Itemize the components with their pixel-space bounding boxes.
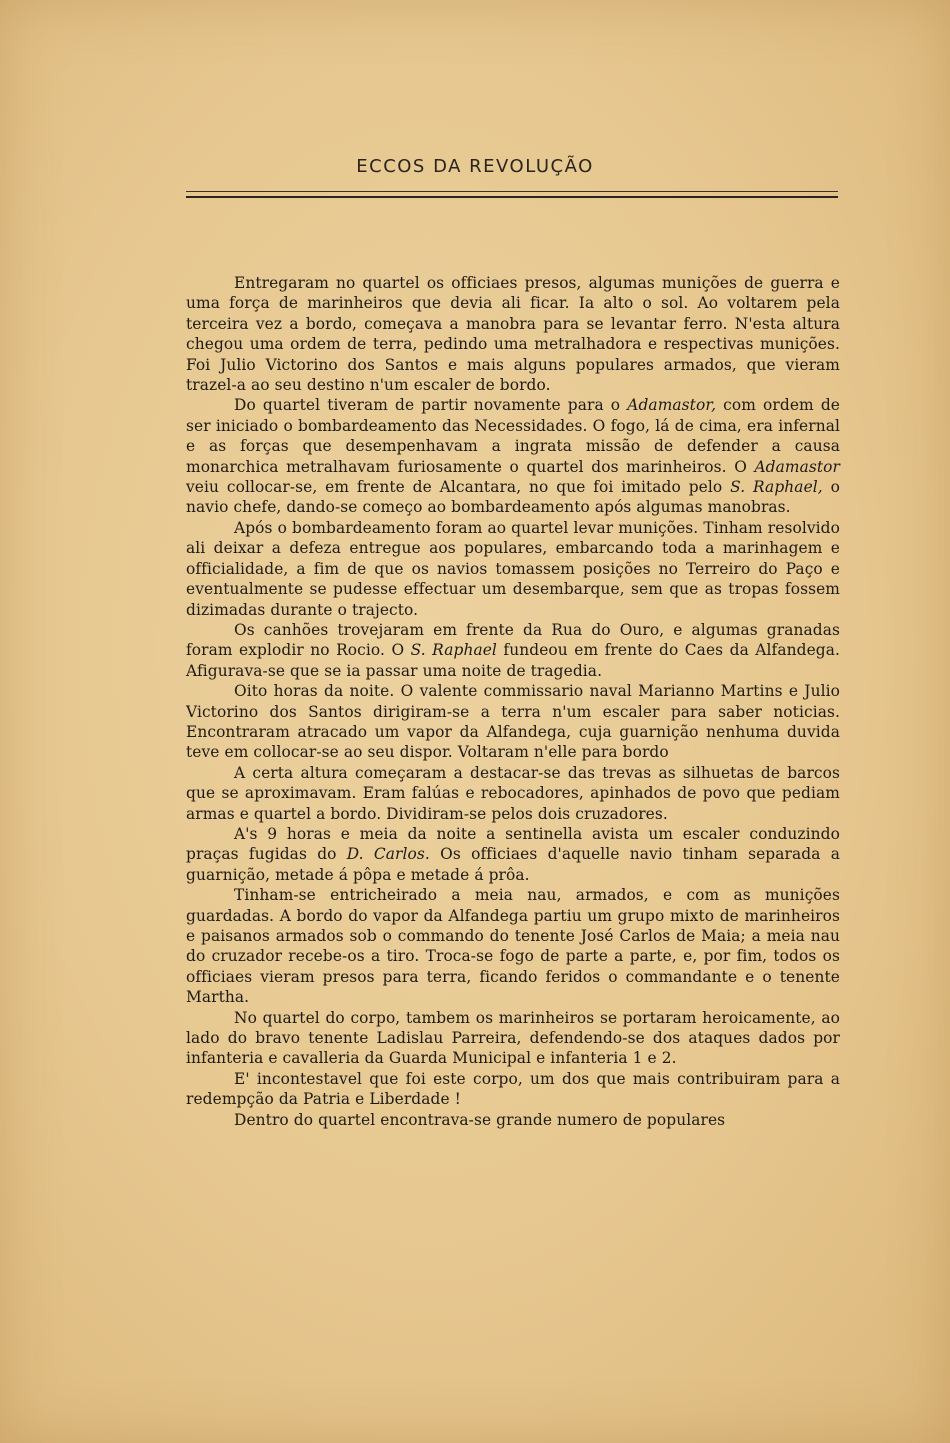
paragraph-6: A certa altura começaram a destacar-se das trevas as silhuetas de barcos que se aproximavam. Eram falúas e rebocadores, apinhados de povo que pediam armas e quartel a bordo. Dividiram-se pelos dois cruzadores. <box>186 763 840 823</box>
p7-text-b: Os officiaes d'aquelle navio tinham separada a guarnição, metade á pôpa e metade á prôa. <box>186 845 840 884</box>
running-title: ECCOS DA REVOLUÇÃO <box>356 156 594 177</box>
paragraph-5: Oito horas da noite. O valente commissario naval Marianno Martins e Julio Victorino dos Santos dirigiram-se a terra n'um escaler para saber noticias. Encontraram atracado um vapor da Alfandega, cuja guarnição nenhuma duvida teve em collocar-se ao seu dispor. Voltaram n'elle para bordo <box>186 682 840 762</box>
p2-text-b: com ordem de ser iniciado o bombardeamento das Necessidades. O fogo, lá de cima, era infernal e as forças que desempenhavam a ingrata missão de defender a causa monarchica metralhavam furiosamente o quartel dos marinheiros. O <box>186 396 840 476</box>
paragraph-8: Tinham-se entricheirado a meia nau, armados, e com as munições guardadas. A bordo do vapor da Alfandega partiu um grupo mixto de marinheiros e paisanos armados sob o commando do tenente José Carlos de Maia; a meia nau do cruzador recebe-os a tiro. Troca-se fogo de parte a parte, e, por fim, todos os officiaes vieram presos para terra, ficando feridos o commandante e o tenente Martha. <box>186 886 840 1007</box>
p7-text-a: A's 9 horas e meia da noite a sentinella avista um escaler conduzindo praças fugidas do <box>186 824 840 864</box>
p2-text-a: Do quartel tiveram de partir novamente para o <box>234 396 628 415</box>
paragraph-1: Entregaram no quartel os officiaes presos, algumas munições de guerra e uma força de marinheiros que devia ali ficar. Ia alto o sol. Ao voltarem pela terceira vez a bordo, começava a manobra para se levantar ferro. N'esta altura chegou uma ordem de terra, pedindo uma metralhadora e respectivas munições. Foi Julio Victorino dos Santos e mais alguns populares armados, que vieram trazel-a ao seu destino n'um escaler de bordo. <box>186 274 840 395</box>
paragraph-4 <box>186 620 840 681</box>
header-rule <box>186 191 838 198</box>
p4-text-b: fundeou em frente do Caes da Alfandega. Afigurava-se que se ia passar uma noite de tragedia. <box>186 641 841 680</box>
p2-text-d: o navio chefe, dando-se começo ao bombardeamento após algumas manobras. <box>186 478 840 517</box>
paragraph-11: Dentro do quartel encontrava-se grande numero de populares <box>234 1110 726 1129</box>
ship-name-s-raphael-2: S. Raphael <box>410 641 497 660</box>
ship-name-s-raphael: S. Raphael, <box>730 478 823 497</box>
ship-name-d-carlos: D. Carlos. <box>346 845 430 864</box>
paragraph-10: E' incontestavel que foi este corpo, um dos que mais contribuiram para a redempção da Patria e Liberdade ! <box>186 1069 840 1109</box>
p2-text-c: veiu collocar-se, em frente de Alcantara, no que foi imitado pelo <box>186 478 731 497</box>
paragraph-9: No quartel do corpo, tambem os marinheiros se portaram heroicamente, ao lado do bravo tenente Ladislau Parreira, defendendo-se dos ataques dados por infanteria e cavalleria da Guarda Municipal e infanteria 1 e 2. <box>186 1008 840 1068</box>
paragraph-7 <box>186 824 840 885</box>
paragraph-3: Após o bombardeamento foram ao quartel levar munições. Tinham resolvido ali deixar a defeza entregue aos populares, embarcando toda a marinhagem e officialidade, a fim de que os navios tomassem posições no Terreiro do Paço e eventualmente se pudesse effectuar um desembarque, sem que as tropas fossem dizimadas durante o trajecto. <box>186 518 840 619</box>
ship-name-adamastor-2: Adamastor <box>754 457 840 476</box>
ship-name-adamastor: Adamastor, <box>627 396 717 415</box>
p4-text-a: Os canhões trovejaram em frente da Rua do Ouro, e algumas granadas foram explodir no Rocio. O <box>186 620 840 660</box>
body-text <box>186 273 840 1130</box>
paragraph-2 <box>186 395 840 517</box>
